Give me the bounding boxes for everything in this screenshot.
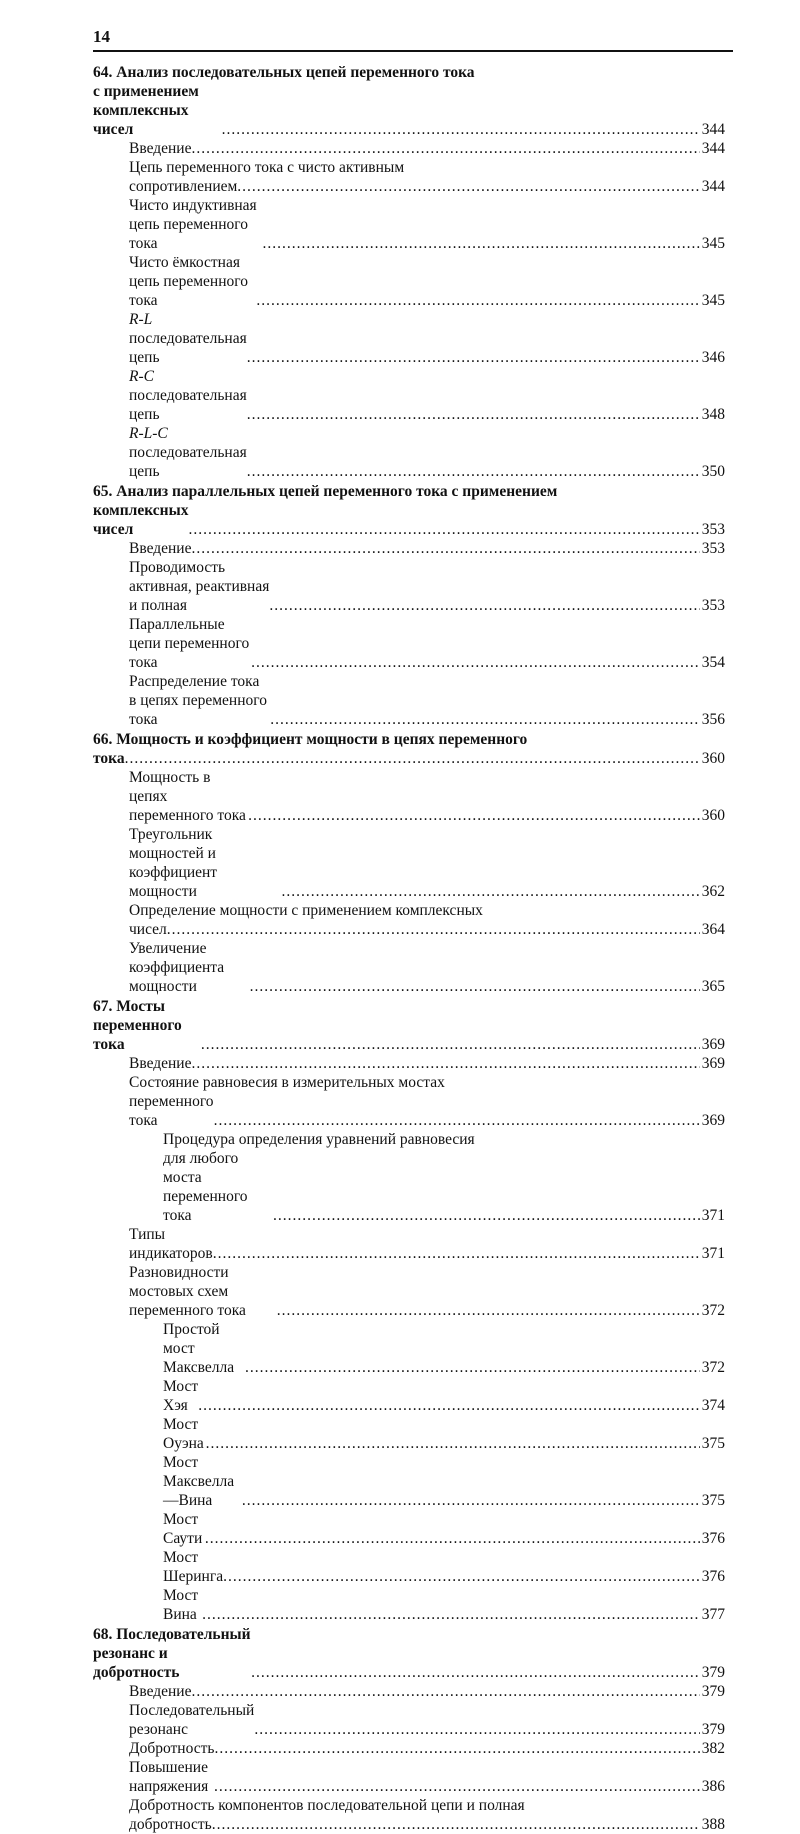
toc-subitem[interactable]: Мост Хэя ..... 374 bbox=[93, 1377, 725, 1415]
toc-item[interactable]: Увеличение коэффициента мощности ..... 365 bbox=[93, 939, 725, 996]
toc-section-68[interactable]: 68. Последовательный резонанс и добротность ..... 379 bbox=[93, 1625, 725, 1682]
toc-item[interactable]: Треугольник мощностей и коэффициент мощности ..... 362 bbox=[93, 825, 725, 901]
toc-item[interactable]: R-C последовательная цепь ..... 348 bbox=[93, 367, 725, 424]
toc-item[interactable]: Параллельные цепи переменного тока ..... 354 bbox=[93, 615, 725, 672]
toc-item[interactable]: Введение ..... 379 bbox=[93, 1682, 725, 1701]
table-of-contents bbox=[93, 62, 725, 1834]
toc-section-title-cont: комплексных чисел bbox=[93, 502, 189, 538]
page-number: 14 bbox=[93, 27, 110, 46]
toc-subitem[interactable]: Мост Максвелла—Вина ..... 375 bbox=[93, 1453, 725, 1510]
toc-item[interactable]: Распределение тока в цепях переменного тока ..... 356 bbox=[93, 672, 725, 729]
toc-subitem[interactable]: Процедура определения уравнений равновесия для любого моста переменного тока ..... 371 bbox=[93, 1130, 725, 1225]
toc-item[interactable]: R-L последовательная цепь ..... 346 bbox=[93, 310, 725, 367]
toc-section-title: 65. Анализ параллельных цепей переменного тока с применением bbox=[93, 483, 558, 500]
toc-subitem[interactable]: Простой мост Максвелла ..... 372 bbox=[93, 1320, 725, 1377]
toc-subitem[interactable]: Мост Шеринга ..... 376 bbox=[93, 1548, 725, 1586]
toc-item[interactable]: Типы индикаторов ..... 371 bbox=[93, 1225, 725, 1263]
toc-subitem[interactable]: Мост Саути ..... 376 bbox=[93, 1510, 725, 1548]
toc-section-title-cont: с применением комплексных чисел bbox=[93, 83, 199, 138]
header-rule bbox=[93, 50, 733, 52]
toc-section-title: 66. Мощность и коэффициент мощности в цепях переменного bbox=[93, 731, 528, 748]
toc-subitem[interactable]: Мост Оуэна ..... 375 bbox=[93, 1415, 725, 1453]
toc-item[interactable]: Определение мощности с применением комплексных чисел ..... 364 bbox=[93, 901, 725, 939]
toc-item[interactable]: Введение ..... 344 bbox=[93, 139, 725, 158]
toc-item[interactable]: Введение ..... 353 bbox=[93, 539, 725, 558]
toc-section-64[interactable] bbox=[93, 63, 725, 139]
toc-item[interactable]: Добротность компонентов последовательной цепи и полная добротность ..... 388 bbox=[93, 1796, 725, 1834]
toc-item[interactable]: Проводимость активная, реактивная и полная ..... 353 bbox=[93, 558, 725, 615]
toc-page: 344 bbox=[701, 121, 725, 138]
toc-item[interactable]: Разновидности мостовых схем переменного тока ..... 372 bbox=[93, 1263, 725, 1320]
toc-section-65[interactable]: 65. Анализ параллельных цепей переменного тока с применением комплексных чисел ..... 353 bbox=[93, 482, 725, 539]
toc-item[interactable]: Последовательный резонанс ..... 379 bbox=[93, 1701, 725, 1739]
toc-section-title-cont: тока bbox=[93, 750, 125, 767]
toc-item[interactable]: Чисто ёмкостная цепь переменного тока ..... 345 bbox=[93, 253, 725, 310]
toc-section-66[interactable]: 66. Мощность и коэффициент мощности в цепях переменного тока ..... 360 bbox=[93, 730, 725, 768]
toc-section-title: 68. Последовательный резонанс и добротность bbox=[93, 1626, 251, 1681]
toc-item[interactable]: Введение ..... 369 bbox=[93, 1054, 725, 1073]
toc-item[interactable]: Чисто индуктивная цепь переменного тока ..... 345 bbox=[93, 196, 725, 253]
toc-item[interactable]: Цепь переменного тока с чисто активным сопротивлением ..... 344 bbox=[93, 158, 725, 196]
toc-item[interactable]: Повышение напряжения ..... 386 bbox=[93, 1758, 725, 1796]
toc-subitem[interactable]: Мост Вина ..... 377 bbox=[93, 1586, 725, 1624]
toc-section-title: 64. Анализ последовательных цепей переменного тока bbox=[93, 64, 475, 81]
toc-item[interactable]: Состояние равновесия в измерительных мостах переменного тока ..... 369 bbox=[93, 1073, 725, 1130]
toc-section-67[interactable]: 67. Мосты переменного тока ..... 369 bbox=[93, 997, 725, 1054]
toc-item[interactable]: Добротность ..... 382 bbox=[93, 1739, 725, 1758]
toc-item[interactable]: R-L-C последовательная цепь ..... 350 bbox=[93, 424, 725, 481]
toc-item[interactable]: Мощность в цепях переменного тока ..... 360 bbox=[93, 768, 725, 825]
toc-section-title: 67. Мосты переменного тока bbox=[93, 998, 182, 1053]
